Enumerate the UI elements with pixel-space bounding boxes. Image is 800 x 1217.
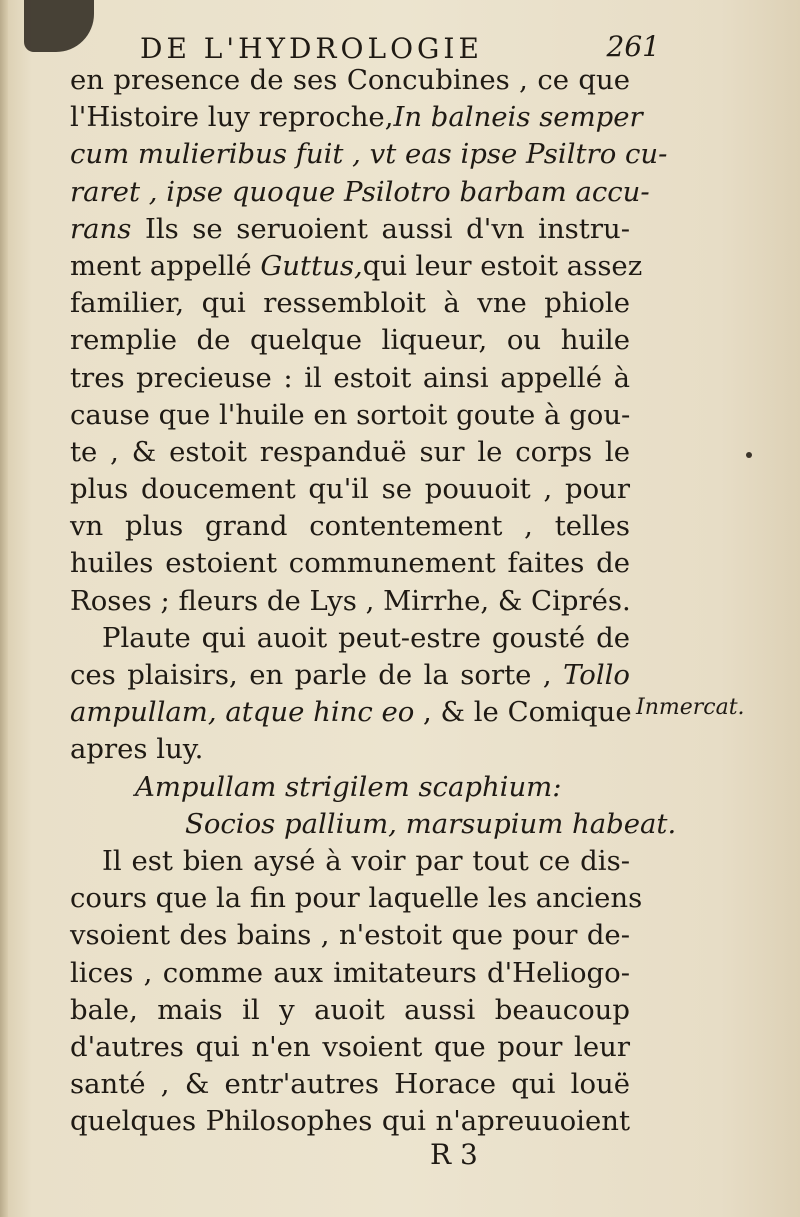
text-line-5: rans Ils se seruoient aussi d'vn instru- [70, 212, 630, 245]
text-line-28: santé , & entr'autres Horace qui louë [70, 1068, 630, 1101]
signature-mark: R 3 [430, 1138, 478, 1171]
text-line-14: huiles estoient communement faites de [70, 547, 630, 580]
text-line-16: Plaute qui auoit peut-estre gousté de [102, 621, 630, 654]
text-line-27: d'autres qui n'en vsoient que pour leur [70, 1030, 630, 1063]
text-line-29: quelques Philosophes qui n'apreuuoient [70, 1105, 630, 1138]
text-line-7: familier, qui ressembloit à vne phiole [70, 287, 630, 320]
verse-line-1: Ampullam strigilem scaphium: [135, 770, 562, 803]
text-line-3: cum mulieribus fuit , vt eas ipse Psiltro cu- [70, 138, 668, 171]
text-line-25: lices , comme aux imitateurs d'Heliogo- [70, 956, 630, 989]
text-line-26: bale, mais il y auoit aussi beaucoup [70, 993, 630, 1026]
text-line-9: tres precieuse : il estoit ainsi appellé à [70, 361, 630, 394]
page-number: 261 [606, 30, 660, 63]
text-line-13: vn plus grand contentement , telles [70, 510, 630, 543]
text-line-22: Il est bien aysé à voir par tout ce dis- [102, 844, 630, 877]
text-line-2: l'Histoire luy reproche,In balneis semper [70, 101, 643, 134]
text-line-6: ment appellé Guttus,qui leur estoit assez [70, 249, 643, 282]
text-line-11: te , & estoit respanduë sur le corps le [70, 435, 630, 468]
text-line-24: vsoient des bains , n'estoit que pour de- [70, 919, 630, 952]
body-text [70, 62, 677, 1140]
verse-line-2: Socios pallium, marsupium habeat. [185, 807, 677, 840]
text-line-18: ampullam, atque hinc eo , & le Comique [70, 696, 632, 729]
text-line-15: Roses ; fleurs de Lys , Mirrhe, & Ciprés. [70, 584, 631, 617]
text-line-12: plus doucement qu'il se pouuoit , pour [70, 473, 630, 506]
ink-spot [746, 452, 752, 458]
running-head-title: DE L'HYDROLOGIE [140, 32, 483, 65]
page-spine-shadow [0, 0, 8, 1217]
margin-note: Inmercat. [636, 695, 745, 720]
thumb-tab-mark [24, 0, 94, 52]
text-line-23: cours que la fin pour laquelle les anciens [70, 882, 643, 915]
text-line-19: apres luy. [70, 733, 204, 766]
text-line-17: ces plaisirs, en parle de la sorte , Tollo [70, 659, 630, 691]
text-line-8: remplie de quelque liqueur, ou huile [70, 324, 630, 357]
text-line-4: raret , ipse quoque Psilotro barbam accu- [70, 175, 650, 208]
text-line-10: cause que l'huile en sortoit goute à gou- [70, 398, 631, 431]
text-line-1: en presence de ses Concubines , ce que [70, 64, 630, 96]
